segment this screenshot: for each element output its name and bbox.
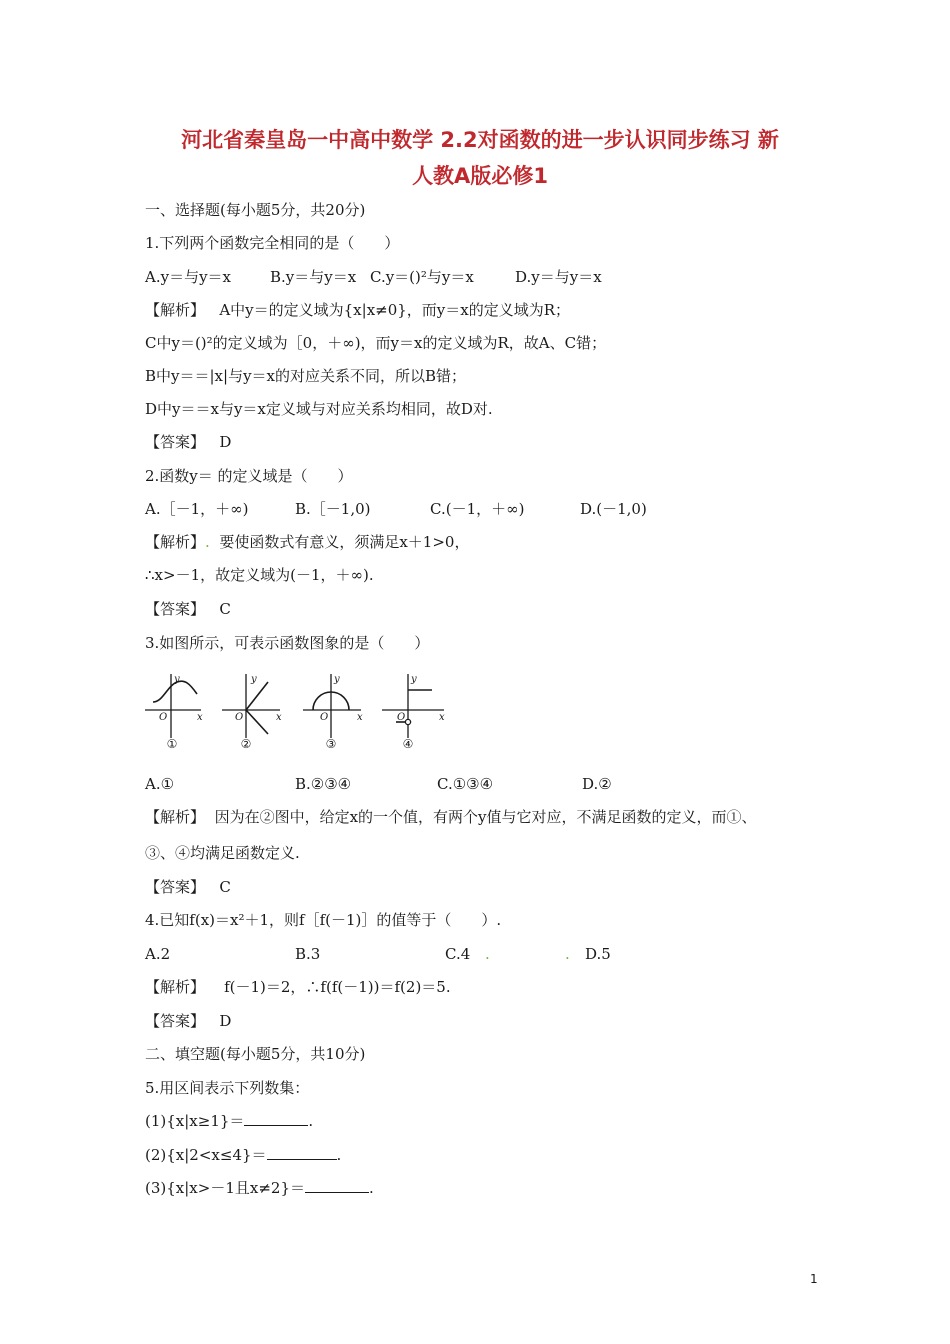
q1-analysis-2: C中y＝()²的定义域为［0，＋∞)，而y＝x的定义域为R，故A、C错； [145,334,607,352]
q4-stem: 4.已知f(x)＝x²＋1，则f［f(－1)］的值等于（ ）. [145,911,502,929]
axis-x-label: x [276,712,282,723]
graph-3 [303,674,361,738]
ray-down [246,710,268,734]
q1-analysis-4: D中y＝＝x与y＝x定义域与对应关系均相同，故D对. [145,400,493,418]
ray-up [246,682,268,710]
item-text: (2){x|2<x≤4}＝ [145,1146,267,1164]
axis-y-label: y [334,674,340,685]
analysis-text: 因为在②图中，给定x的一个值，有两个y值与它对应，不满足函数的定义，而①、 [214,808,757,826]
q1-option-c: C.y＝()²与y＝x [370,268,474,286]
q2-answer [145,599,231,619]
analysis-text: A中y＝的定义域为{x|x≠0}，而y＝x的定义域为R； [219,301,571,319]
axis-y-label: y [174,674,180,685]
analysis-text: 要使函数式有意义，须满足x＋1>0， [219,533,470,551]
q4-option-c: C.4 [445,945,471,963]
answer-label: 【答案】 [145,878,206,896]
origin-label: O [397,712,406,723]
analysis-label: 【解析】 [145,533,206,551]
answer-value: D [219,433,232,451]
answer-blank[interactable] [305,1178,369,1193]
q3-option-d: D.② [582,775,612,793]
q5-item-3 [145,1178,374,1198]
figure-label-2: ② [240,737,252,751]
answer-label: 【答案】 [145,600,206,618]
q2-options [145,499,647,519]
analysis-label: 【解析】 [145,978,206,996]
analysis-text: f(－1)＝2，∴f(f(－1))＝f(2)＝5. [224,978,451,996]
q2-analysis-2: ∴x>－1，故定义域为(－1，＋∞). [145,566,374,584]
answer-value: C [219,600,231,618]
axis-y-label: y [251,674,257,685]
origin-label: O [159,712,168,723]
answer-blank[interactable] [267,1145,337,1160]
q3-option-b: B.②③④ [295,775,352,793]
figure-label-4: ④ [402,737,414,751]
answer-value: D [219,1012,232,1030]
origin-label: O [320,712,329,723]
axis-x-label: x [439,712,445,723]
item-end: . [336,1146,342,1164]
q3-option-a: A.① [145,775,175,793]
title-line-1: 河北省秦皇岛一中高中数学 2.2对函数的进一步认识同步练习 新 [181,128,779,152]
speck-mark: . [205,533,210,551]
q3-stem: 3.如图所示，可表示函数图象的是（ ） [145,634,430,652]
origin-label: O [235,712,244,723]
q3-answer [145,877,231,897]
q5-stem: 5.用区间表示下列数集： [145,1079,310,1097]
q1-option-a: A.y＝与y＝x [145,268,232,286]
q4-option-a: A.2 [145,945,171,963]
q2-option-d: D.(－1,0) [580,500,647,518]
q5-item-1 [145,1111,313,1131]
q2-analysis-1 [145,532,469,552]
item-end: . [369,1179,374,1197]
q2-option-a: A.［－1，＋∞) [145,500,249,518]
q5-item-2 [145,1145,341,1165]
q4-options [145,944,611,964]
speck-mark: . [565,945,570,963]
open-point [405,719,410,724]
speck-mark: . [485,945,490,963]
answer-label: 【答案】 [145,1012,206,1030]
item-end: . [308,1112,314,1130]
q1-option-b: B.y＝与y＝x [270,268,357,286]
graph-1 [145,674,201,738]
q3-graph-figures [145,668,450,752]
q3-options [145,774,612,794]
q1-analysis-3: B中y＝＝|x|与y＝x的对应关系不同，所以B错； [145,367,467,385]
answer-blank[interactable] [244,1111,308,1126]
q3-option-c: C.①③④ [437,775,494,793]
title-line-2: 人教A版必修1 [412,164,548,188]
q1-options [145,267,602,287]
q2-option-b: B.［－1,0) [295,500,371,518]
q3-analysis-1 [145,807,757,827]
q2-stem: 2.函数y＝ 的定义域是（ ） [145,467,353,485]
q1-option-d: D.y＝与y＝x [515,268,602,286]
answer-label: 【答案】 [145,433,206,451]
figure-label-1: ① [166,737,178,751]
q3-analysis-2: ③、④均满足函数定义. [145,844,300,862]
figure-label-3: ③ [325,737,337,751]
axis-x-label: x [357,712,363,723]
answer-value: C [219,878,231,896]
q1-stem: 1.下列两个函数完全相同的是（ ） [145,234,400,252]
axis-y-label: y [411,674,417,685]
q1-analysis-1 [145,300,570,320]
q1-answer [145,432,231,452]
analysis-label: 【解析】 [145,301,206,319]
item-text: (1){x|x≥1}＝ [145,1112,245,1130]
section-heading-choice: 一、选择题(每小题5分，共20分) [145,201,366,219]
q4-analysis [145,977,451,997]
q4-answer [145,1011,231,1031]
q4-option-d: D.5 [585,945,611,963]
item-text: (3){x|x>－1且x≠2}＝ [145,1179,305,1197]
section-heading-fill: 二、填空题(每小题5分，共10分) [145,1045,366,1063]
q2-option-c: C.(－1，＋∞) [430,500,525,518]
analysis-label: 【解析】 [145,808,206,826]
q4-option-b: B.3 [295,945,321,963]
axis-x-label: x [197,712,203,723]
page-number: 1 [810,1272,818,1286]
